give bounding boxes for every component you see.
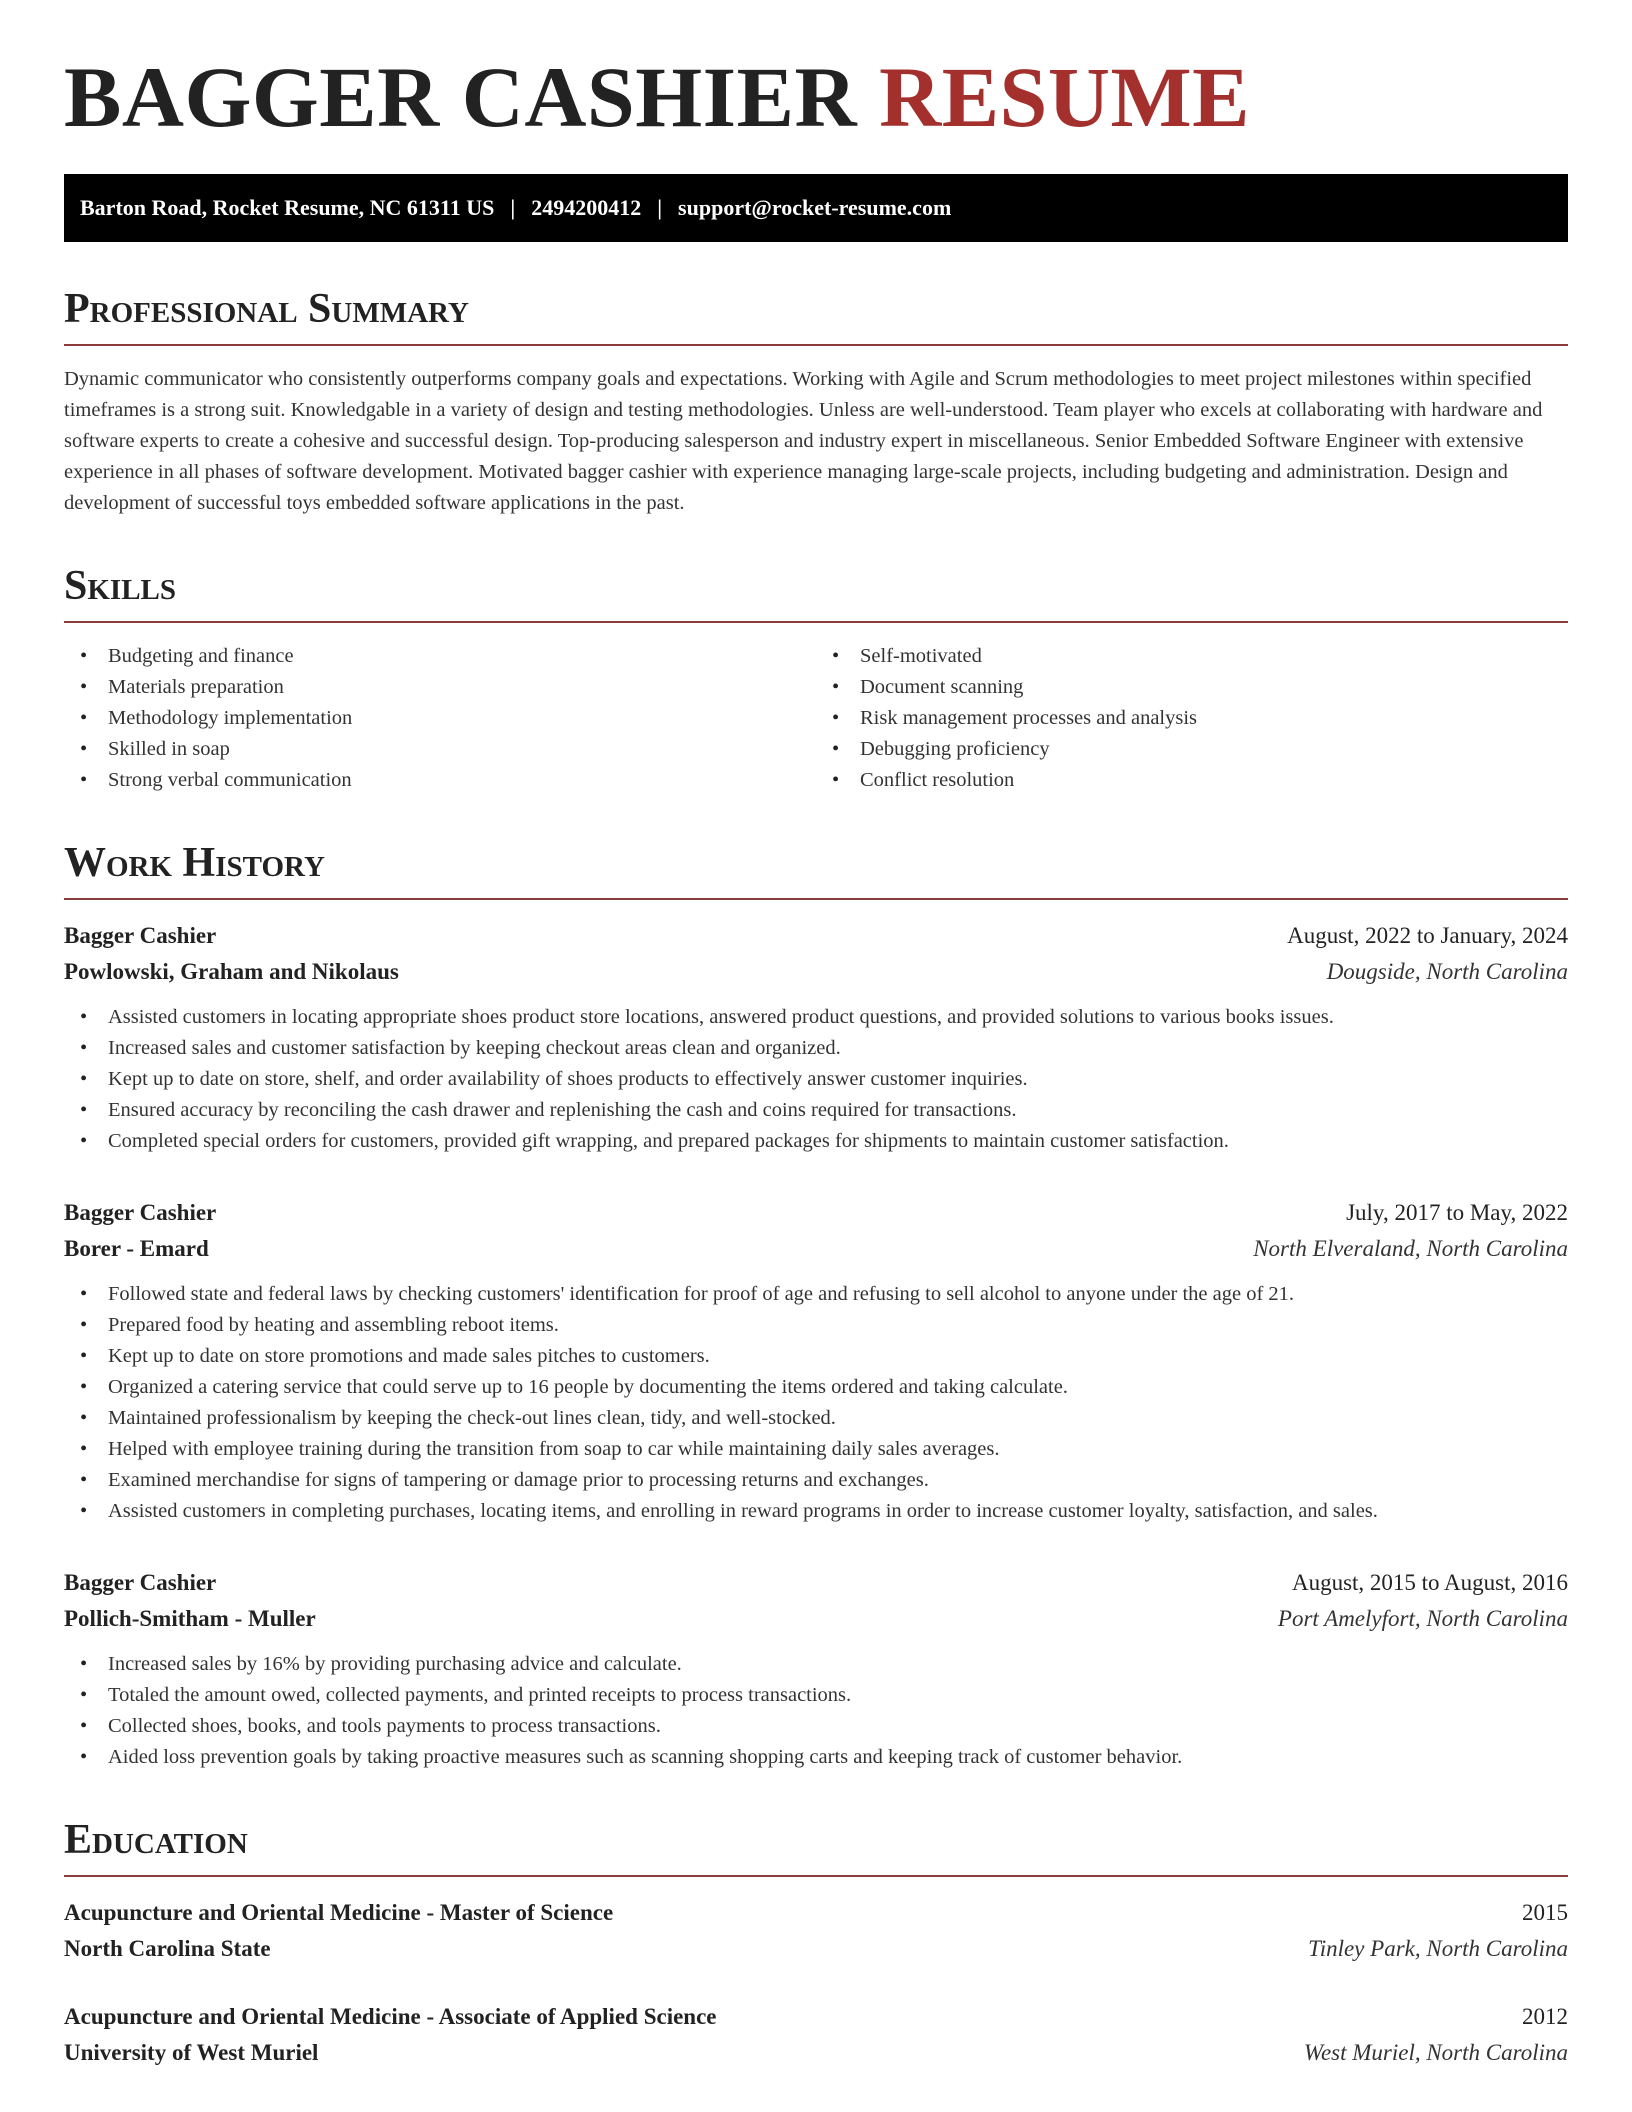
job-title: Bagger Cashier xyxy=(64,1200,217,1225)
job-location: Dougside, North Carolina xyxy=(1326,959,1568,984)
job-bullet: • Aided loss prevention goals by taking proactive measures such as scanning shopping carts and keeping track of customer behavior. xyxy=(64,1742,1568,1773)
education-school-row xyxy=(64,2035,1568,2071)
job-header-row xyxy=(64,1195,1568,1231)
skill-item: • Document scanning xyxy=(816,672,1568,703)
education-school-row xyxy=(64,1931,1568,1967)
job-location: North Elveraland, North Carolina xyxy=(1253,1236,1568,1261)
summary-text: Dynamic communicator who consistently outperforms company goals and expectations. Working with Agile and Scrum methodologies to meet project milestones within specified timeframes is a strong suit. Knowledgable in a variety of design and testing methodologies. Unless are well-understood. Team player who excels at collaborating with hardware and software experts to create a cohesive and successful design. Top-producing salesperson and industry expert in miscellaneous. Senior Embedded Software Engineer with extensive experience in all phases of software development. Motivated bagger cashier with experience managing large-scale projects, including budgeting and administration. Design and development of successful toys embedded software applications in the past. xyxy=(64,368,1543,514)
job-bullet: • Totaled the amount owed, collected payments, and printed receipts to process transactions. xyxy=(64,1680,1568,1711)
job-bullet: • Maintained professionalism by keeping the check-out lines clean, tidy, and well-stocked. xyxy=(64,1403,1568,1434)
job-bullet: • Kept up to date on store promotions and made sales pitches to customers. xyxy=(64,1341,1568,1372)
education-location: West Muriel, North Carolina xyxy=(1303,2040,1568,2065)
skills-columns xyxy=(64,641,1568,796)
job-title: Bagger Cashier xyxy=(64,1570,217,1595)
job-title: Bagger Cashier xyxy=(64,923,217,948)
work-history-section xyxy=(64,842,1568,1773)
job-bullet: • Helped with employee training during the transition from soap to car while maintaining daily sales averages. xyxy=(64,1434,1568,1465)
job-bullet: • Ensured accuracy by reconciling the cash drawer and replenishing the cash and coins required for transactions. xyxy=(64,1095,1568,1126)
skill-item: • Conflict resolution xyxy=(816,765,1568,796)
skills-section xyxy=(64,565,1568,796)
job-location: Port Amelyfort, North Carolina xyxy=(1277,1606,1568,1631)
job-company: Powlowski, Graham and Nikolaus xyxy=(64,959,399,984)
skill-item: • Methodology implementation xyxy=(64,703,816,734)
title-accent: RESUME xyxy=(879,49,1251,145)
job-entry xyxy=(64,918,1568,1157)
education-entry xyxy=(64,1999,1568,2071)
contact-address: Barton Road, Rocket Resume, NC 61311 US xyxy=(80,195,495,220)
title-main: BAGGER CASHIER xyxy=(64,49,858,145)
education-degree-row xyxy=(64,1999,1568,2035)
education-heading: Education xyxy=(64,1819,1568,1877)
education-school: University of West Muriel xyxy=(64,2040,319,2065)
education-degree-row xyxy=(64,1895,1568,1931)
education-location: Tinley Park, North Carolina xyxy=(1308,1936,1568,1961)
contact-email: support@rocket-resume.com xyxy=(678,195,952,220)
education-degree: Acupuncture and Oriental Medicine - Master of Science xyxy=(64,1900,614,1925)
skills-list-right xyxy=(816,641,1568,796)
job-entry xyxy=(64,1565,1568,1773)
job-bullet: • Kept up to date on store, shelf, and order availability of shoes products to effectively answer customer inquiries. xyxy=(64,1064,1568,1095)
job-dates: August, 2022 to January, 2024 xyxy=(1287,923,1568,948)
skill-item: • Strong verbal communication xyxy=(64,765,816,796)
job-company-row xyxy=(64,1601,1568,1637)
education-school: North Carolina State xyxy=(64,1936,271,1961)
contact-phone: 2494200412 xyxy=(531,195,642,220)
skill-item: • Materials preparation xyxy=(64,672,816,703)
education-year: 2015 xyxy=(1522,1900,1568,1925)
job-bullet: • Increased sales by 16% by providing purchasing advice and calculate. xyxy=(64,1649,1568,1680)
job-company: Borer - Emard xyxy=(64,1236,209,1261)
job-header-row xyxy=(64,1565,1568,1601)
job-dates: August, 2015 to August, 2016 xyxy=(1291,1570,1568,1595)
job-bullet: • Assisted customers in locating appropriate shoes product store locations, answered product questions, and provided solutions to various books issues. xyxy=(64,1002,1568,1033)
job-bullets xyxy=(64,1279,1568,1527)
job-bullet: • Organized a catering service that could serve up to 16 people by documenting the items ordered and taking calculate. xyxy=(64,1372,1568,1403)
job-bullet: • Prepared food by heating and assembling reboot items. xyxy=(64,1310,1568,1341)
job-bullets xyxy=(64,1002,1568,1157)
education-entry xyxy=(64,1895,1568,1967)
summary-heading: Professional Summary xyxy=(64,288,1568,346)
job-bullet: • Assisted customers in completing purchases, locating items, and enrolling in reward programs in order to increase customer loyalty, satisfaction, and sales. xyxy=(64,1496,1568,1527)
job-entry xyxy=(64,1195,1568,1527)
work-history-heading: Work History xyxy=(64,842,1568,900)
job-company-row xyxy=(64,954,1568,990)
summary-section xyxy=(64,288,1568,519)
job-dates: July, 2017 to May, 2022 xyxy=(1346,1200,1568,1225)
skill-item: • Debugging proficiency xyxy=(816,734,1568,765)
job-bullet: • Increased sales and customer satisfaction by keeping checkout areas clean and organized. xyxy=(64,1033,1568,1064)
education-section xyxy=(64,1819,1568,2071)
skills-heading: Skills xyxy=(64,565,1568,623)
job-company-row xyxy=(64,1231,1568,1267)
skill-item: • Risk management processes and analysis xyxy=(816,703,1568,734)
job-bullet: • Collected shoes, books, and tools payments to process transactions. xyxy=(64,1711,1568,1742)
skill-item: • Budgeting and finance xyxy=(64,641,816,672)
job-bullet: • Followed state and federal laws by checking customers' identification for proof of age and refusing to sell alcohol to anyone under the age of 21. xyxy=(64,1279,1568,1310)
job-bullet: • Examined merchandise for signs of tampering or damage prior to processing returns and exchanges. xyxy=(64,1465,1568,1496)
contact-separator: | xyxy=(657,195,663,220)
job-bullet: • Completed special orders for customers, provided gift wrapping, and prepared packages for shipments to maintain customer satisfaction. xyxy=(64,1126,1568,1157)
education-year: 2012 xyxy=(1522,2004,1568,2029)
page-title xyxy=(64,49,1568,145)
job-bullets xyxy=(64,1649,1568,1773)
skills-list-left xyxy=(64,641,816,796)
skill-item: • Self-motivated xyxy=(816,641,1568,672)
skill-item: • Skilled in soap xyxy=(64,734,816,765)
contact-separator: | xyxy=(510,195,516,220)
job-header-row xyxy=(64,918,1568,954)
contact-bar xyxy=(64,174,1568,242)
education-degree: Acupuncture and Oriental Medicine - Associate of Applied Science xyxy=(64,2004,717,2029)
job-company: Pollich-Smitham - Muller xyxy=(64,1606,316,1631)
